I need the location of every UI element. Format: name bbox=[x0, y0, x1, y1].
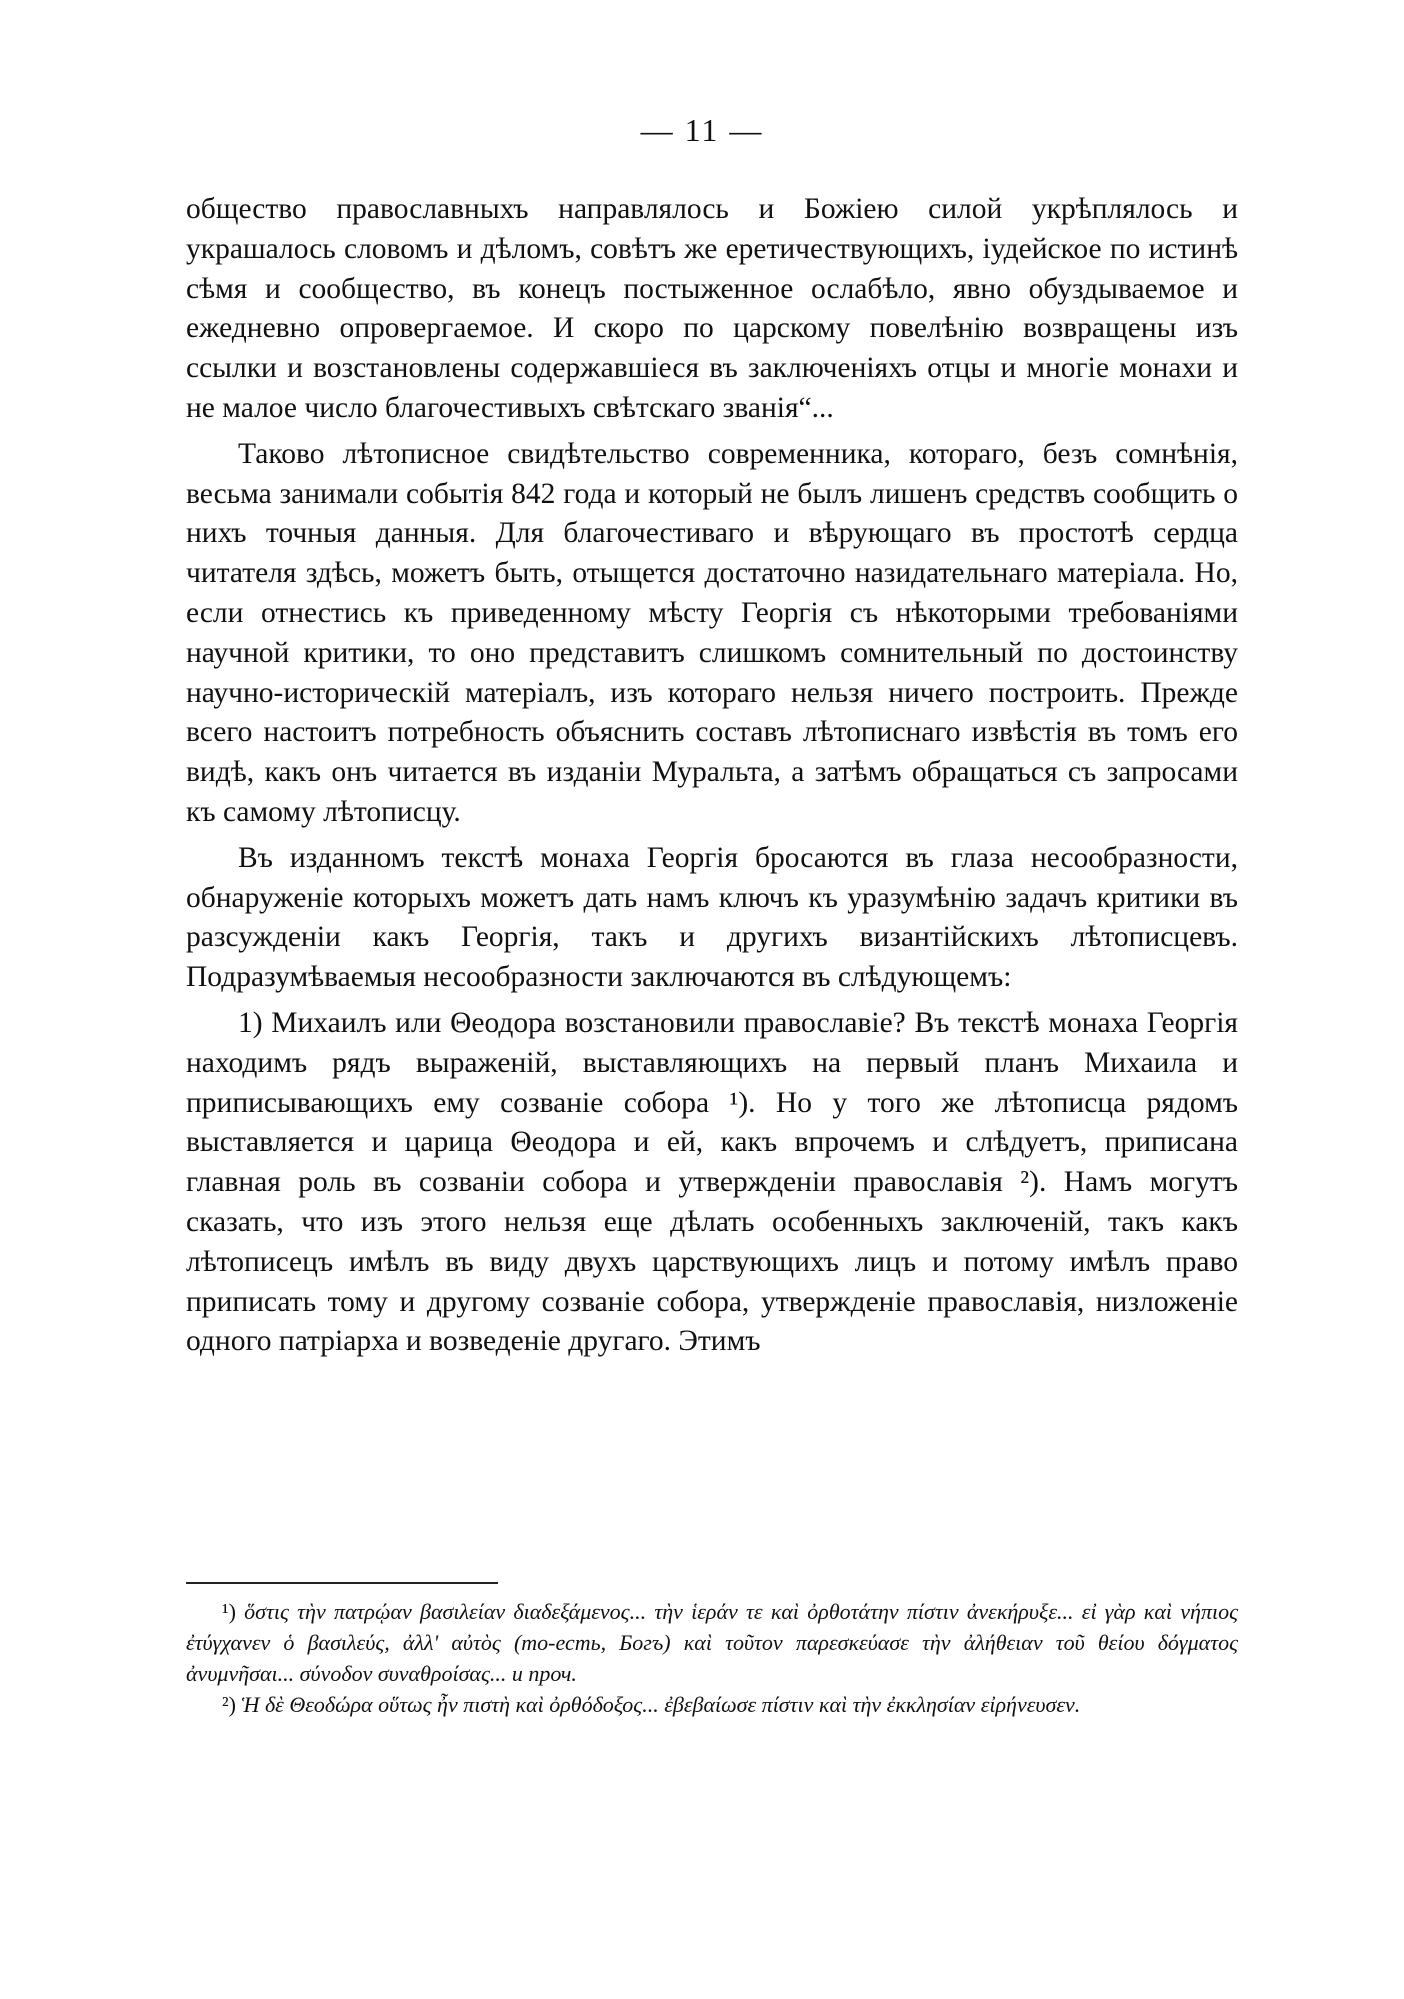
footnote bbox=[186, 1596, 1238, 1689]
paragraph: Таково лѣтописное свидѣтельство современника, котораго, безъ сомнѣнія, весьма занимали событія 842 года и который не былъ лишенъ средствъ сообщить о нихъ точныя данныя. Для благочестиваго и вѣрующаго въ простотѣ сердца читателя здѣсь, можетъ быть, отыщется достаточно назидательнаго матеріала. Но, если отнестись къ приведенному мѣсту Георгія съ нѣкоторыми требованіями научной критики, то оно представитъ слишкомъ сомнительный по достоинству научно-историческій матеріалъ, изъ котораго нельзя ничего построить. Прежде всего настоитъ потребность объяснить составъ лѣтописнаго извѣстія въ томъ его видѣ, какъ онъ читается въ изданіи Муральта, а затѣмъ обращаться съ запросами къ самому лѣтописцу. bbox=[186, 437, 1238, 828]
footnote bbox=[186, 1689, 1238, 1720]
page-number: — 11 — bbox=[640, 112, 764, 148]
footnote-text: ὅστις τὴν πατρῴαν βασιλείαν διαδεξάμενος... τὴν ἱεράν τε καὶ ὀρθοτάτην πίστιν ἀνεκήρυξε... εἰ γὰρ καὶ νήπιος ἐτύγχανεν ὁ βασιλεύς, ἀλλ' αὐτὸς (то-есть, Богъ) καὶ τοῦτον παρεσκεύασε τὴν ἀλήθειαν τοῦ θείου δόγματος ἀνυμνῆσαι... σύνοδον συναθροίσας... и проч. bbox=[186, 1599, 1239, 1686]
footnotes bbox=[186, 1596, 1238, 1720]
footnote-mark: ¹) bbox=[222, 1599, 236, 1624]
main-text bbox=[186, 190, 1238, 1362]
footnote-text: Ἡ δὲ Θεοδώρα οὕτως ἦν πιστὴ καὶ ὀρθόδοξος... ἐβεβαίωσε πίστιν καὶ τὴν ἐκκλησίαν εἰρήνευσεν. bbox=[241, 1692, 1081, 1717]
footnote-mark: ²) bbox=[222, 1692, 236, 1717]
paragraph: Въ изданномъ текстѣ монаха Георгія бросаются въ глаза несообразности, обнаруженіе которыхъ можетъ дать намъ ключъ къ уразумѣнію задачъ критики въ разсужденіи какъ Георгія, такъ и другихъ византійскихъ лѣтописцевъ. Подразумѣваемыя несообразности заключаются въ слѣдующемъ: bbox=[186, 841, 1238, 994]
paragraph: 1) Михаилъ или Θеодора возстановили православіе? Въ текстѣ монаха Георгія находимъ рядъ выраженій, выставляющихъ на первый планъ Михаила и приписывающихъ ему созваніе собора ¹). Но у того же лѣтописца рядомъ выставляется и царица Θеодора и ей, какъ впрочемъ и слѣдуетъ, приписана главная роль въ созваніи собора и утвержденіи православія ²). Намъ могутъ сказать, что изъ этого нельзя еще дѣлать особенныхъ заключеній, такъ какъ лѣтописецъ имѣлъ въ виду двухъ царствующихъ лицъ и потому имѣлъ право приписать тому и другому созваніе собора, утвержденіе православія, низложеніе одного патріарха и возведеніе другаго. Этимъ bbox=[186, 1006, 1238, 1358]
paragraph: общество православныхъ направлялось и Божіею силой укрѣплялось и украшалось словомъ и дѣломъ, совѣтъ же еретичествующихъ, іудейское по истинѣ сѣмя и сообщество, въ конецъ постыженное ослабѣло, явно обуздываемое и ежедневно опровергаемое. И скоро по царскому повелѣнію возвращены изъ ссылки и возстановлены содержавшіеся въ заключеніяхъ отцы и многіе монахи и не малое число благочестивыхъ свѣтскаго званія“... bbox=[186, 193, 1238, 424]
footnote-divider bbox=[186, 1582, 498, 1584]
